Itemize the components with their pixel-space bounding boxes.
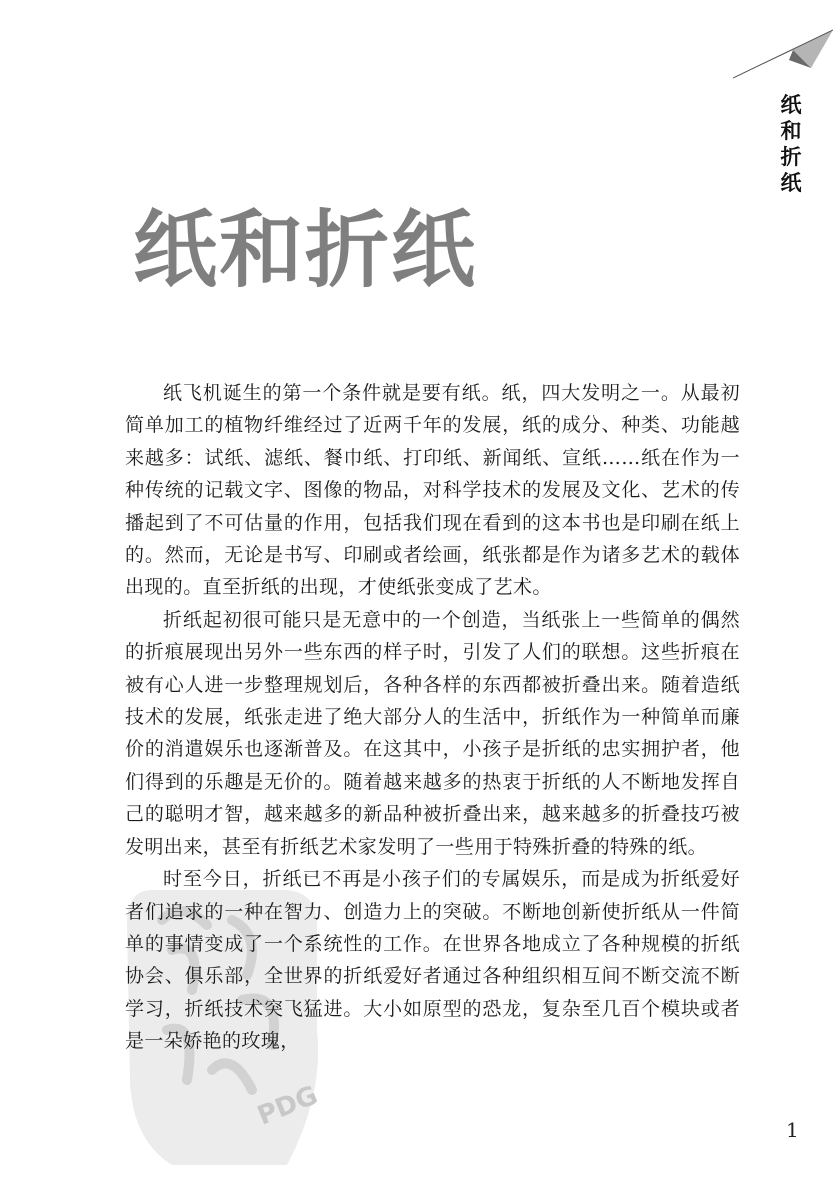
side-tab-char: 折: [780, 145, 802, 169]
page-number: 1: [786, 1118, 799, 1142]
paragraph: 时至今日，折纸已不再是小孩子们的专属娱乐，而是成为折纸爱好者们追求的一种在智力、创造力上的突破。不断地创新使折纸从一件简单的事情变成了一个系统性的工作。在世界各地成立了各种规模的折纸协会、俱乐部，全世界的折纸爱好者通过各种组织相互间不断交流不断学习，折纸技术突飞猛进。大小如原型的恐龙，复杂至几百个模块或者是一朵娇艳的玫瑰，: [125, 868, 740, 1053]
chapter-title: 纸和折纸: [133, 200, 478, 299]
side-tab-char: 纸: [780, 171, 802, 195]
chapter-side-tab: [778, 92, 804, 196]
side-tab-char: 和: [780, 119, 802, 143]
stamp-pdg-text: PDG: [253, 1080, 323, 1132]
paragraph: 折纸起初很可能只是无意中的一个创造，当纸张上一些简单的偶然的折痕展现出另外一些东西的样子时，引发了人们的联想。这些折痕在被有心人进一步整理规划后，各种各样的东西都被折叠出来。随着造纸技术的发展，纸张走进了绝大部分人的生活中，折纸作为一种简单而廉价的消遣娱乐也逐渐普及。在这其中，小孩子是折纸的忠实拥护者，他们得到的乐趣是无价的。随着越来越多的热衷于折纸的人不断地发挥自己的聪明才智，越来越多的新品种被折叠出来，越来越多的折叠技巧被发明出来，甚至有折纸艺术家发明了一些用于特殊折叠的特殊的纸。: [125, 608, 740, 858]
paper-airplane-icon: [733, 28, 833, 80]
body-text: [125, 377, 740, 1058]
side-tab-char: 纸: [780, 93, 802, 117]
paragraph: 纸飞机诞生的第一个条件就是要有纸。纸，四大发明之一。从最初简单加工的植物纤维经过了近两千年的发展，纸的成分、种类、功能越来越多：试纸、滤纸、餐巾纸、打印纸、新闻纸、宣纸……纸在作为一种传统的记载文字、图像的物品，对科学技术的发展及文化、艺术的传播起到了不可估量的作用，包括我们现在看到的这本书也是印刷在纸上的。然而，无论是书写、印刷或者绘画，纸张都是作为诸多艺术的载体出现的。直至折纸的出现，才使纸张变成了艺术。: [125, 382, 740, 599]
